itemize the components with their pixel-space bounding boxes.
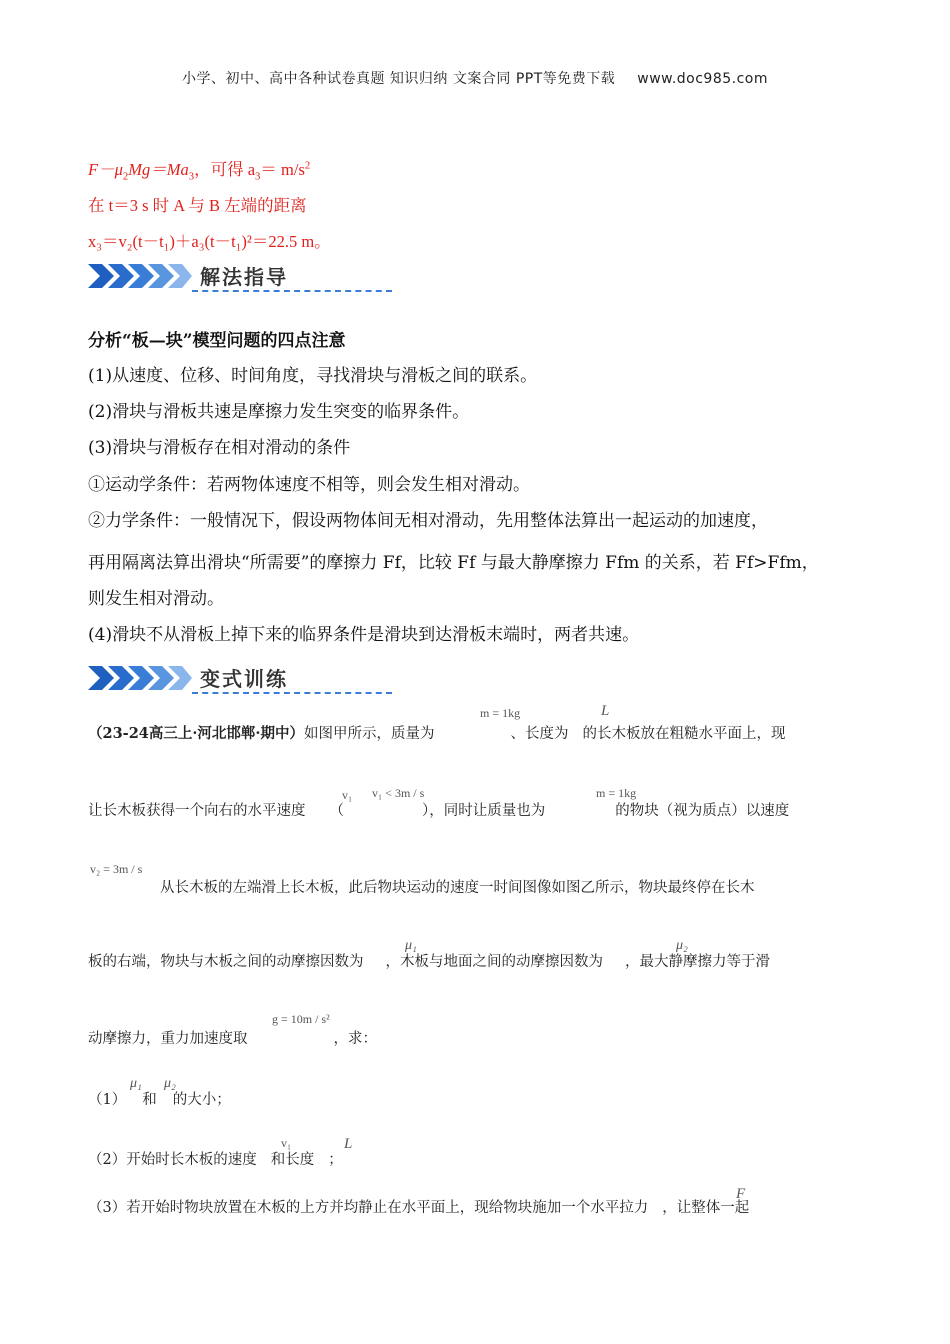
question-3: （3）若开始时物块放置在木板的上方并均静止在水平面上，现给物块施加一个水平拉力 ，让整体一起: [88, 1200, 750, 1216]
banner-underline: [192, 290, 392, 292]
banner-title: 解法指导: [200, 265, 288, 289]
math-L: L: [601, 703, 610, 719]
guide-p4: ①运动学条件：若两物体速度不相等，则会发生相对滑动。: [88, 475, 530, 495]
guide-p5: ②力学条件：一般情况下，假设两物体间无相对滑动，先用整体法算出一起运动的加速度，: [88, 511, 768, 531]
problem-line-5: 动摩擦力，重力加速度取 ，求：: [88, 1031, 377, 1047]
guide-heading: 分析“板—块”模型问题的四点注意: [88, 331, 346, 351]
banner-title: 变式训练: [200, 667, 288, 691]
solution-line-2: 在 t＝3 s 时 A 与 B 左端的距离: [88, 196, 307, 215]
guide-p8: (4)滑块不从滑板上掉下来的临界条件是滑块到达滑板末端时，两者共速。: [88, 625, 640, 645]
math-q1-mu2: μ₂: [164, 1076, 176, 1091]
banner-underline: [192, 692, 392, 694]
chevrons-icon: [88, 262, 192, 292]
guide-p3: (3)滑块与滑板存在相对滑动的条件: [88, 438, 351, 458]
guide-p2: (2)滑块与滑板共速是摩擦力发生突变的临界条件。: [88, 402, 470, 422]
question-2: （2）开始时长木板的速度 和长度 ；: [88, 1152, 343, 1168]
problem-line-2: 让长木板获得一个向右的水平速度 （ ），同时让质量也为 的物块（视为质点）以速度: [88, 803, 790, 819]
header-text: 小学、初中、高中各种试卷真题 知识归纳 文案合同 PPT等免费下载: [181, 71, 616, 87]
math-v2: v₂ = 3m / s: [90, 862, 143, 876]
guide-p7: 则发生相对滑动。: [88, 589, 224, 609]
solution-line-3: x₃＝v₂(t－t₁)＋a₃(t－t₁)²＝22.5 m。: [88, 232, 331, 251]
math-q2-v1: v₁: [281, 1136, 292, 1150]
math-q1-mu1: μ₁: [130, 1076, 142, 1091]
chevrons-icon: [88, 664, 192, 694]
math-q2-L: L: [344, 1136, 353, 1152]
question-1: （1） 和 的大小；: [88, 1092, 231, 1108]
banner-method-guide: [88, 260, 308, 294]
problem-source: （23-24高三上·河北邯郸·期中）: [88, 725, 304, 742]
header-site: www.doc985.com: [637, 71, 769, 87]
banner-variant-training: [88, 662, 308, 696]
problem-line-3: 从长木板的左端滑上长木板，此后物块运动的速度一时间图像如图乙所示，物块最终停在长木: [160, 880, 755, 896]
math-g: g = 10m / s²: [272, 1012, 330, 1026]
problem-line-1: （23-24高三上·河北邯郸·期中）如图甲所示，质量为 、长度为 的长木板放在粗糙水平面上，现: [88, 725, 786, 742]
math-m2: m = 1kg: [596, 786, 637, 800]
solution-line-1: $F-\mu_2Mg=Ma_3$，可得 $a_3= m/s^2$: [88, 159, 311, 183]
guide-p1: (1)从速度、位移、时间角度，寻找滑块与滑板之间的联系。: [88, 366, 538, 386]
math-m1: m = 1kg: [480, 706, 521, 720]
math-q3-F: F: [736, 1186, 746, 1202]
problem-line-4: 板的右端，物块与木板之间的动摩擦因数为 ，木板与地面之间的动摩擦因数为 ，最大静摩擦力等于滑: [88, 954, 770, 970]
math-mu2: μ₂: [676, 938, 688, 953]
math-mu1: μ₁: [405, 938, 417, 953]
guide-p6: 再用隔离法算出滑块“所需要”的摩擦力 Ff，比较 Ff 与最大静摩擦力 Ffm 的关系，若 Ff>Ffm，: [88, 553, 819, 573]
math-v1-condition: v₁ < 3m / s: [372, 786, 425, 800]
math-v1: v₁: [342, 788, 353, 802]
page-header: [0, 68, 950, 88]
